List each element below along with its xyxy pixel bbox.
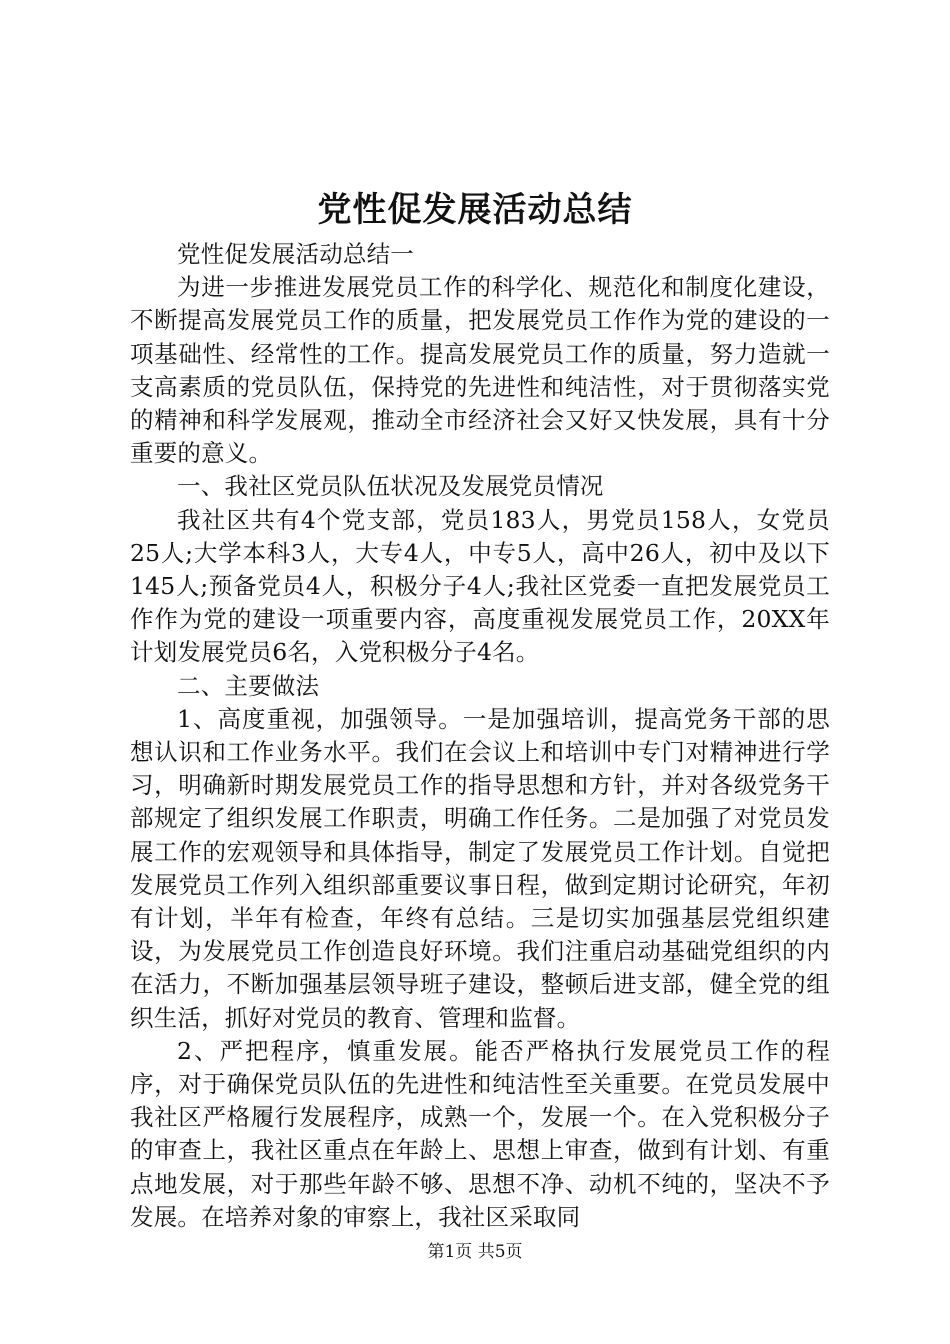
paragraph-member-status: 我社区共有4个党支部，党员183人，男党员158人，女党员25人;大学本科3人，大专4人，中专5人，高中26人，初中及以下145人;预备党员4人，积极分子4人;我社区党委一直把发展党员工作作为党的建设一项重要内容，高度重视发展党员工作，20XX年计划发展党员6名，入党积极分子4名。 — [130, 505, 830, 667]
paragraph-intro: 为进一步推进发展党员工作的科学化、规范化和制度化建设，不断提高发展党员工作的质量，把发展党员工作作为党的建设的一项基础性、经常性的工作。提高发展党员工作的质量，努力造就一支高素质的党员队伍，保持党的先进性和纯洁性，对于贯彻落实党的精神和科学发展观，推动全市经济社会又好又快发展，具有十分重要的意义。 — [130, 273, 830, 468]
page-footer: 第1页 共5页 — [427, 1242, 523, 1262]
paragraph-method-1: 1、高度重视，加强领导。一是加强培训，提高党务干部的思想认识和工作业务水平。我们在会议上和培训中专门对精神进行学习，明确新时期发展党员工作的指导思想和方针，并对各级党务干部规定了组织发展工作职责，明确工作任务。二是加强了对党员发展工作的宏观领导和具体指导，制定了发展党员工作计划。自觉把发展党员工作列入组织部重要议事日程，做到定期讨论研究，年初有计划，半年有检查，年终有总结。三是切实加强基层党组织建设，为发展党员工作创造良好环境。我们注重启动基础党组织的内在活力，不断加强基层领导班子建设，整顿后进支部，健全党的组织生活，抓好对党员的教育、管理和监督。 — [130, 704, 830, 1032]
document-body — [130, 238, 830, 1234]
section-heading-2: 二、主要做法 — [177, 671, 320, 700]
paragraph-subtitle: 党性促发展活动总结一 — [177, 240, 414, 268]
document-title: 党性促发展活动总结 — [317, 190, 633, 230]
paragraph-method-2: 2、严把程序，慎重发展。能否严格执行发展党员工作的程序，对于确保党员队伍的先进性和纯洁性至关重要。在党员发展中我社区严格履行发展程序，成熟一个，发展一个。在入党积极分子的审查上，我社区重点在年龄上、思想上审查，做到有计划、有重点地发展，对于那些年龄不够、思想不净、动机不纯的，坚决不予发展。在培养对象的审察上，我社区采取同 — [130, 1036, 830, 1231]
section-heading-1: 一、我社区党员队伍状况及发展党员情况 — [177, 472, 604, 501]
